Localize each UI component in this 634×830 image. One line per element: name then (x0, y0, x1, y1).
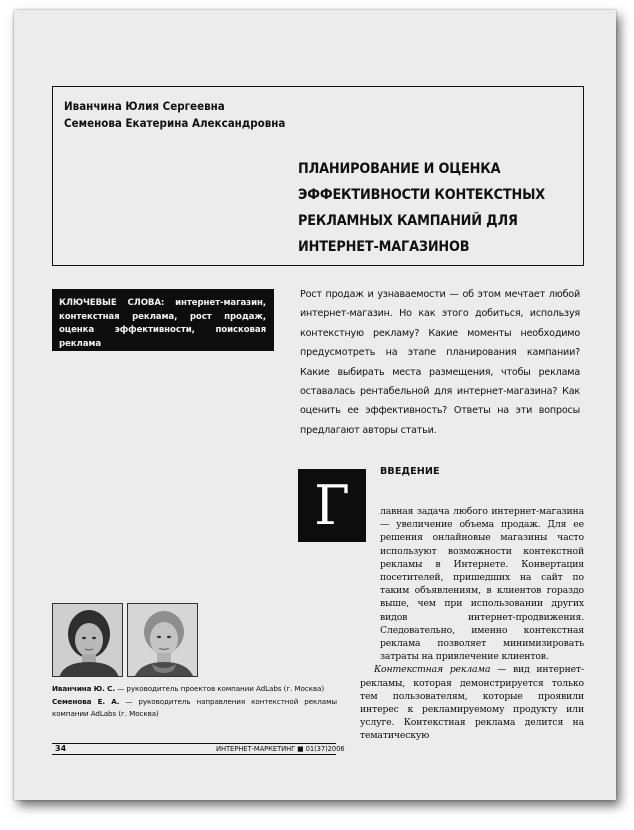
italic-term: Контекстная реклама (374, 664, 491, 676)
paragraph (360, 663, 584, 742)
portrait-image (53, 604, 123, 677)
journal-issue: ИНТЕРНЕТ-МАРКЕТИНГ ■ 01(37)2006 (216, 745, 345, 753)
article-body (360, 505, 584, 743)
page-number: 34 (55, 744, 67, 753)
title-line: ПЛАНИРОВАНИЕ И ОЦЕНКА (298, 161, 501, 177)
paragraph-text: — вид интернет-рекламы, которая демонстрируется только тем пользователям, которые проявили интерес к рекламируемому продукту или услуге. Контекстная реклама делится на тематическую (360, 664, 584, 742)
author-photo (52, 603, 123, 677)
keywords-box: КЛЮЧЕВЫЕ СЛОВА: интернет-магазин, контекстная реклама, рост продаж, оценка эффективности, поисковая реклама (52, 289, 274, 351)
bio-text: — руководитель направления контекстной рекламы компании AdLabs (г. Москва) (52, 696, 337, 718)
title-line: ЭФФЕКТИВНОСТИ КОНТЕКСТНЫХ (298, 187, 546, 203)
author-name: Семенова Екатерина Александровна (64, 116, 286, 130)
paragraph (360, 505, 584, 663)
portrait-image (128, 604, 198, 677)
article-title (298, 156, 556, 260)
bio-entry (52, 696, 337, 721)
author-photo (127, 603, 198, 677)
section-heading: ВВЕДЕНИЕ (380, 466, 440, 477)
bio-text: — руководитель проектов компании AdLabs (г. Москва) (114, 684, 325, 693)
author-bios (52, 683, 337, 721)
paragraph-text: лавная задача любого интернет-магазина — увеличение объема продаж. Для ее решения (380, 506, 584, 544)
author-name: Иванчина Юлия Сергеевна (64, 99, 225, 113)
title-line: РЕКЛАМНЫХ КАМПАНИЙ ДЛЯ (298, 213, 518, 229)
author-names (64, 98, 285, 132)
bio-name: Иванчина Ю. С. (52, 684, 115, 693)
paragraph-text: онлайновые магазины часто используют возможности контекстной рекламы в Интернете. Конвертация посетителей, пришедших на сайт по таким объявлениям, в клиентов гораздо выше, чем при использовании других видов интернет-продвижения. Следовательно, именно контекстная реклама позволяет минимизировать затраты на привлечение клиентов. (380, 532, 584, 663)
bio-entry (52, 683, 337, 696)
article-abstract: Рост продаж и узнаваемости — об этом мечтает любой интернет-магазин. Но как этого добиться, используя контекстную рекламу? Какие моменты необходимо предусмотреть на этапе планирования кампании? Какие выбирать места размещения, чтобы реклама оставалась рентабельной для интернет-магазина? Как оценить ее эффективность? Ответы на эти вопросы предлагают авторы статьи. (300, 289, 580, 436)
bio-name: Семенова Е. А. (52, 696, 120, 706)
title-line: ИНТЕРНЕТ-МАГАЗИНОВ (298, 239, 470, 255)
drop-cap: Г (298, 469, 366, 542)
